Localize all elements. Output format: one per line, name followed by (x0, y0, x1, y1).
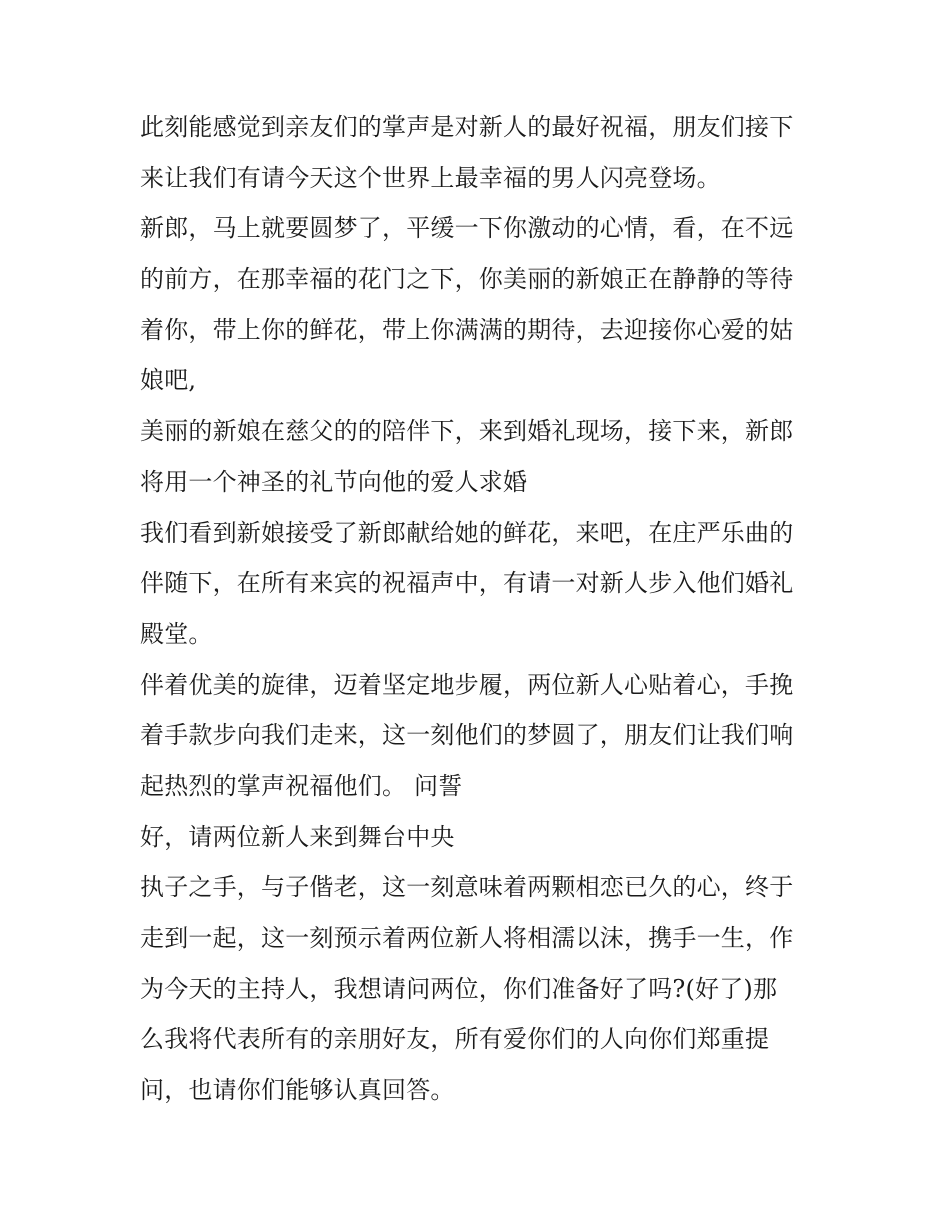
text-line: 我们看到新娘接受了新郎献给她的鲜花，来吧，在庄严乐曲的 (140, 518, 794, 547)
text-line: 着你，带上你的鲜花，带上你满满的期待，去迎接你心爱的姑 (140, 315, 794, 344)
text-line: 起热烈的掌声祝福他们。 问誓 (140, 771, 463, 800)
document-body (140, 102, 815, 1116)
text-line: 么我将代表所有的亲朋好友，所有爱你们的人向你们郑重提 (140, 1025, 770, 1054)
paragraph-1 (140, 102, 815, 203)
paragraph-5 (140, 660, 815, 812)
text-line: 伴着优美的旋律，迈着坚定地步履，两位新人心贴着心，手挽 (140, 670, 794, 699)
text-line: 执子之手，与子偕老，这一刻意味着两颗相恋已久的心，终于 (140, 873, 794, 902)
paragraph-4 (140, 508, 815, 660)
paragraph-7 (140, 862, 815, 1115)
paragraph-2 (140, 203, 815, 406)
text-line: 此刻能感觉到亲友们的掌声是对新人的最好祝福，朋友们接下 (140, 113, 794, 141)
text-line: 问，也请你们能够认真回答。 (140, 1076, 455, 1105)
text-line: 好，请两位新人来到舞台中央 (140, 822, 455, 851)
text-line: 为今天的主持人，我想请问两位，你们准备好了吗?(好了)那 (140, 974, 778, 1003)
text-line: 来让我们有请今天这个世界上最幸福的男人闪亮登场。 (140, 163, 721, 192)
paragraph-6 (140, 812, 815, 863)
text-line: 走到一起，这一刻预示着两位新人将相濡以沫，携手一生，作 (140, 924, 794, 952)
paragraph-3 (140, 406, 815, 507)
text-line: 着手款步向我们走来，这一刻他们的梦圆了，朋友们让我们响 (140, 721, 794, 750)
text-line: 将用一个神圣的礼节向他的爱人求婚 (140, 467, 528, 496)
text-line: 娘吧, (140, 366, 197, 395)
text-line: 新郎，马上就要圆梦了，平缓一下你激动的心情，看，在不远 (140, 214, 794, 243)
text-line: 美丽的新娘在慈父的的陪伴下，来到婚礼现场，接下来，新郎 (140, 417, 794, 446)
text-line: 伴随下，在所有来宾的祝福声中，有请一对新人步入他们婚礼 (140, 569, 794, 598)
text-line: 的前方，在那幸福的花门之下，你美丽的新娘正在静静的等待 (140, 265, 794, 294)
text-line: 殿堂。 (140, 619, 213, 648)
